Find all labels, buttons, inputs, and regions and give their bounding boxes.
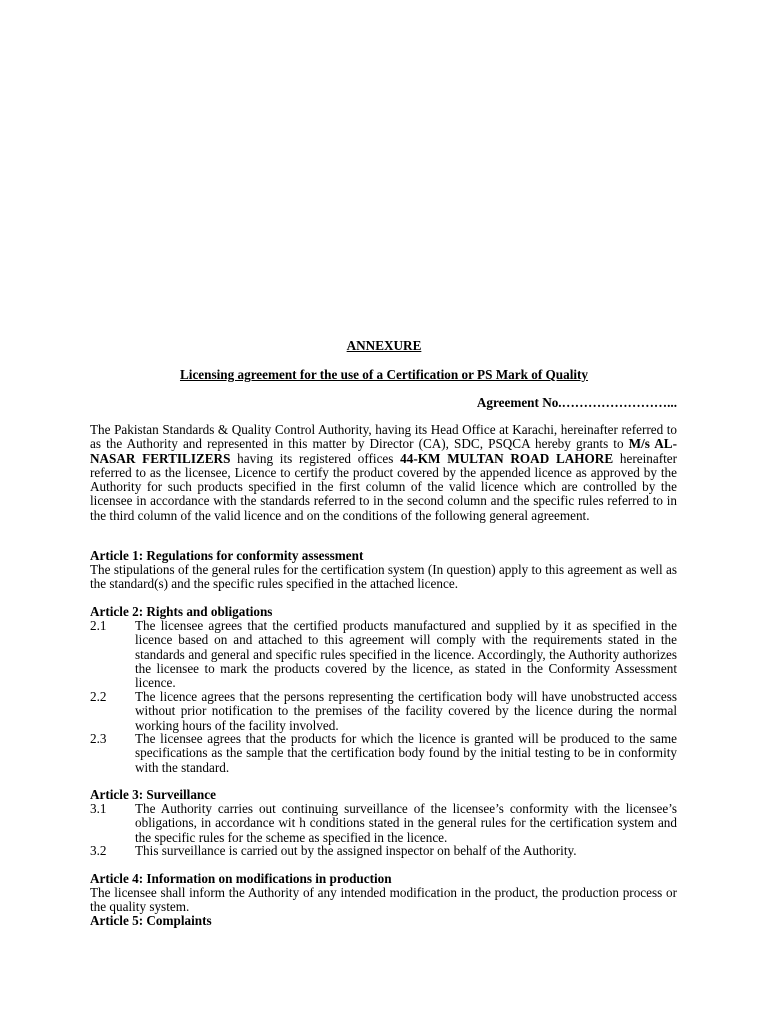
- agreement-number: Agreement No.……………………...: [476, 395, 677, 410]
- list-item: [90, 844, 677, 858]
- list-item: [90, 619, 677, 690]
- item-number: 3.2: [90, 843, 107, 858]
- article-4-text: The licensee shall inform the Authority of any intended modification in the product, the production process or the quality system.: [90, 885, 677, 915]
- intro-text-3: hereinafter referred to as the licensee, Licence to certify the product covered by the appended licence as approved by the Authority for such products specified in the first column of the valid licence which are controlled by the licensee in accordance with the standards referred to in the second column and the specific rules referred to in the third column of the valid licence and on the conditions of the following general agreement.: [90, 450, 677, 523]
- annexure-title: ANNEXURE: [346, 338, 422, 353]
- intro-text-2: having its registered offices: [230, 450, 401, 466]
- item-number: 2.1: [90, 618, 107, 633]
- list-item: [90, 802, 677, 845]
- intro-paragraph: [90, 423, 677, 523]
- item-text: The licensee agrees that the certified products manufactured and supplied by it as specified in the licence based on and attached to this agreement will comply with the requirements stated in the standards and general and specific rules specified in the licence. Accordingly, the Authority authorizes the licensee to mark the products covered by the licence, as stated in the Conformity Assessment licence.: [135, 618, 677, 691]
- item-text: The licence agrees that the persons representing the certification body will have unobstructed access without prior notification to the premises of the facility covered by the licence during the normal working hours of the facility involved.: [135, 689, 677, 733]
- list-item: [90, 690, 677, 733]
- list-item: [90, 732, 677, 775]
- article-1-text: The stipulations of the general rules for the certification system (In question) apply to this agreement as well as the standard(s) and the specific rules specified in the attached licence.: [90, 562, 677, 592]
- item-text: This surveillance is carried out by the assigned inspector on behalf of the Authority.: [135, 843, 577, 858]
- article-1-heading: Article 1: Regulations for conformity assessment: [90, 548, 364, 563]
- item-number: 2.3: [90, 731, 107, 746]
- intro-text-1: The Pakistan Standards & Quality Control Authority, having its Head Office at Karachi, hereinafter referred to as the Authority and represented in this matter by Director (CA), SDC, PSQCA hereby grants to: [90, 422, 677, 452]
- licensee-address: 44-KM MULTAN ROAD LAHORE: [400, 450, 614, 466]
- agreement-subtitle: Licensing agreement for the use of a Certification or PS Mark of Quality: [179, 367, 589, 382]
- item-text: The Authority carries out continuing surveillance of the licensee’s conformity with the licensee’s obligations, in accordance wit h conditions stated in the general rules for the certification system and the specific rules for the scheme as specified in the licence.: [135, 801, 677, 845]
- article-2-heading: Article 2: Rights and obligations: [90, 604, 273, 619]
- article-4-heading: Article 4: Information on modifications in production: [90, 871, 392, 886]
- licensee-company: M/s AL-NASAR FERTILIZERS: [90, 436, 677, 466]
- item-number: 2.2: [90, 689, 107, 704]
- article-3-heading: Article 3: Surveillance: [90, 787, 216, 802]
- item-number: 3.1: [90, 801, 107, 816]
- article-5-heading: Article 5: Complaints: [90, 913, 212, 928]
- item-text: The licensee agrees that the products for which the licence is granted will be produced to the same specifications as the sample that the certification body found by the initial testing to be in conformity with the standard.: [135, 731, 677, 775]
